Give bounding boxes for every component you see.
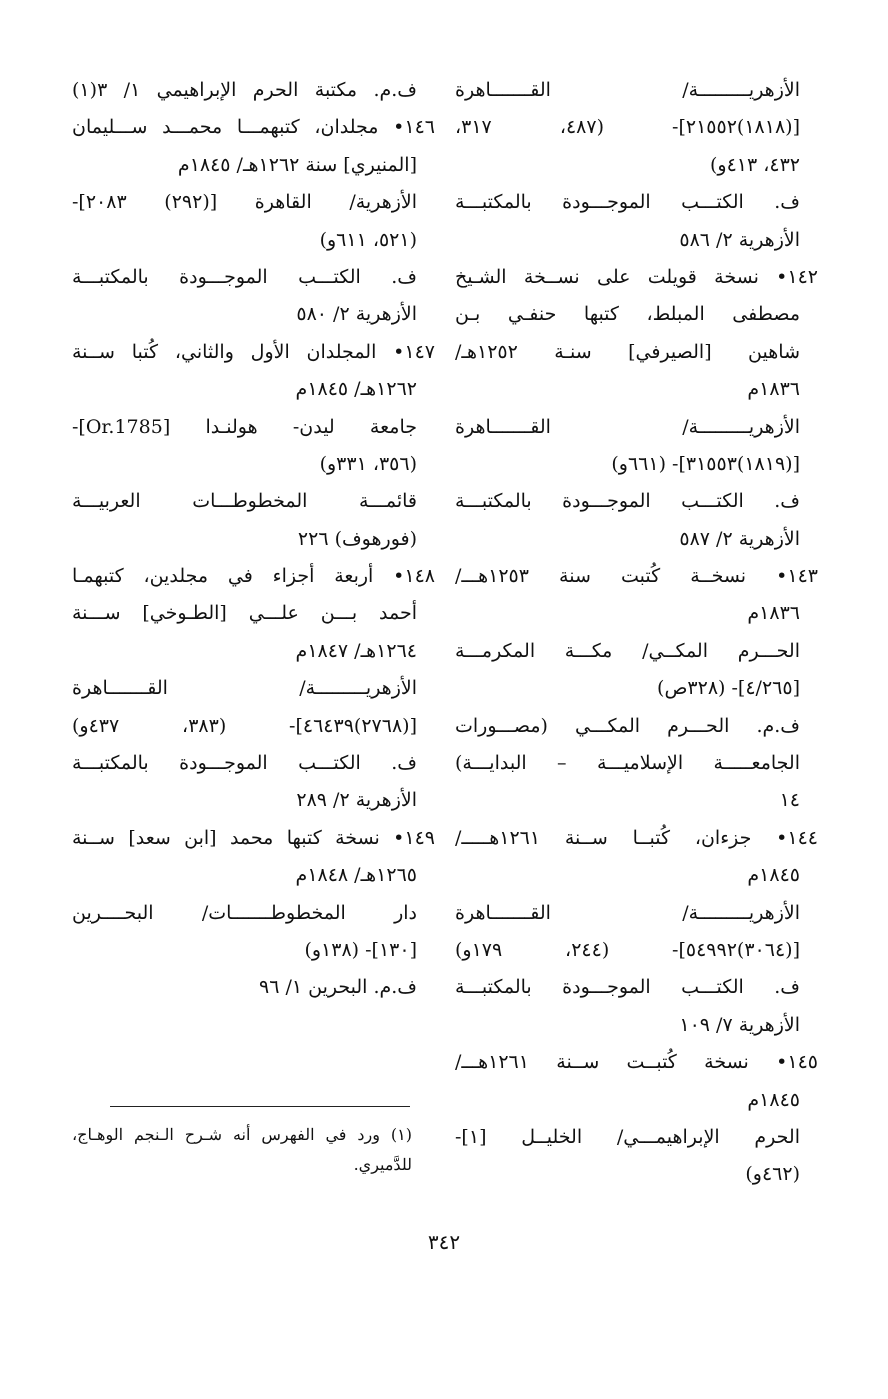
entry-heading-line: ١٤٤• جزءان، كُتبــا ســنة ١٢٦١هـــــ/ — [455, 826, 818, 849]
text-line: [٤/٢٦٥]- (٣٢٨ص) — [657, 677, 800, 700]
entry-heading-line: ١٤٢• نسخة قويلت على نســخة الشـيخ — [455, 265, 818, 288]
text-line: ف. الكتـــب الموجـــودة بالمكتبـــة — [455, 191, 800, 214]
text-line: [(١٨١٩)٣١٥٥٣]- (٦٦١و) — [611, 452, 800, 475]
text-line: الأزهريـــــــــة/ القـــــــاهرة — [72, 677, 417, 700]
text-line: ف.م. الحـــرم المكـــي (مصـــورات — [455, 714, 800, 737]
text-line: ١٨٤٥م — [747, 864, 800, 887]
text-line: الحرم الإبراهيمـــي/ الخليــل [١]- — [455, 1125, 800, 1148]
text-line: (٥٢١، ٦١١و) — [319, 228, 417, 251]
text-line: [المنيري] سنة ١٢٦٢هـ/ ١٨٤٥م — [177, 153, 417, 176]
text-line: (٤٦٢و) — [745, 1163, 800, 1186]
text-line: شاهين [الصيرفي] سنـة ١٢٥٢هـ/ — [455, 340, 800, 363]
text-line: الأزهرية ٧/ ١٠٩ — [679, 1013, 800, 1036]
text-line: ١٢٦٥هـ/ ١٨٤٨م — [295, 864, 417, 887]
text-line: ١٢٦٤هـ/ ١٨٤٧م — [295, 639, 417, 662]
text-line: (٣٥٦، ٣٣١و) — [319, 452, 417, 475]
right-column — [455, 72, 818, 1194]
text-line: الأزهرية ٢/ ٢٨٩ — [296, 789, 417, 812]
text-line: ١٨٣٦م — [747, 378, 800, 401]
footnote-divider — [110, 1106, 410, 1107]
text-line: أحمد بـــن علـــي [الطـوخي] ســـنة — [72, 602, 417, 625]
text-line: الأزهريـــــــــة/ القـــــــاهرة — [455, 79, 800, 101]
page-number: ٣٤٢ — [427, 1230, 461, 1254]
text-line: ف. الكتـــب الموجـــودة بالمكتبـــة — [455, 490, 800, 513]
text-line: ف. الكتـــب الموجـــودة بالمكتبـــة — [72, 752, 417, 775]
text-line: ف.م. البحرين ١/ ٩٦ — [258, 976, 417, 999]
text-line: ١٨٤٥م — [747, 1088, 800, 1111]
text-line: جامعة ليدن- هولنـدا [Or.1785]- — [72, 415, 417, 438]
entry-heading-line: ١٤٣• نسخــة كُتبت سنة ١٢٥٣هـــ/ — [455, 565, 818, 588]
entry-heading-line: ١٤٨• أربعة أجزاء في مجلدين، كتبهمـا — [72, 565, 435, 588]
entry-heading-line: ١٤٧• المجلدان الأول والثاني، كُتبا ســنة — [72, 340, 435, 363]
text-line: ١٤ — [779, 789, 800, 812]
text-line: الحـــرم المكــي/ مكـــة المكرمـــة — [455, 639, 800, 662]
text-line: الأزهرية ٢/ ٥٨٧ — [679, 527, 800, 550]
text-line: للدَّميري. — [353, 1155, 412, 1174]
text-line: (١) ورد في الفهرس أنه شـرح الـنجم الوهـاج، — [72, 1125, 413, 1144]
left-column — [72, 72, 435, 1007]
text-line: دار المخطوطـــــــات/ البحــــرين — [72, 901, 417, 924]
text-line: ف. الكتـــب الموجـــودة بالمكتبـــة — [455, 976, 800, 999]
text-line: الأزهرية ٢/ ٥٨٠ — [296, 303, 417, 326]
text-line: مصطفى المبلط، كتبها حنفـي بـن — [455, 303, 800, 326]
text-line: قائمـــة المخطوطـــات العربيـــة — [72, 490, 417, 513]
text-line: الأزهريـــــــــة/ القـــــــاهرة — [455, 901, 800, 924]
text-line: الأزهرية/ القاهرة [(٢٩٢) ٢٠٨٣]- — [72, 191, 417, 214]
text-line: ف. الكتـــب الموجـــودة بالمكتبـــة — [72, 265, 417, 288]
text-line: ٤٣٢، ٤١٣و) — [709, 153, 800, 176]
text-line: ١٢٦٢هـ/ ١٨٤٥م — [295, 378, 417, 401]
text-line: الجامعـــــة الإسلاميـــة – البدايـــة) — [455, 752, 800, 775]
text-line: (فورهوف) ٢٢٦ — [297, 527, 417, 550]
text-line: [(٣٠٦٤)٥٤٩٩٢]- (٢٤٤، ١٧٩و) — [455, 938, 800, 961]
text-line: الأزهريـــــــــة/ القـــــــاهرة — [455, 415, 800, 438]
text-line: [١٣٠]- (١٣٨و) — [304, 938, 417, 961]
text-line: الأزهرية ٢/ ٥٨٦ — [679, 228, 800, 251]
entry-heading-line: ١٤٦• مجلدان، كتبهمـــا محمـــد ســـليمان — [72, 116, 435, 139]
text-line: ١٨٣٦م — [747, 602, 800, 625]
entry-heading-line: ١٤٩• نسخة كتبها محمد [ابن سعد] ســنة — [72, 826, 435, 849]
entry-heading-line: ١٤٥• نسخة كُتبــت ســنة ١٢٦١هـــ/ — [455, 1051, 818, 1074]
text-line: ف.م. مكتبة الحرم الإبراهيمي ١/ ٣(١) — [72, 79, 417, 101]
text-line: [(٢٧٦٨)٤٦٤٣٩]- (٣٨٣، ٤٣٧و) — [72, 714, 417, 737]
footnote — [72, 1120, 412, 1180]
text-line: [(١٨١٨)٢١٥٥٢]- (٤٨٧، ٣١٧، — [455, 116, 800, 139]
